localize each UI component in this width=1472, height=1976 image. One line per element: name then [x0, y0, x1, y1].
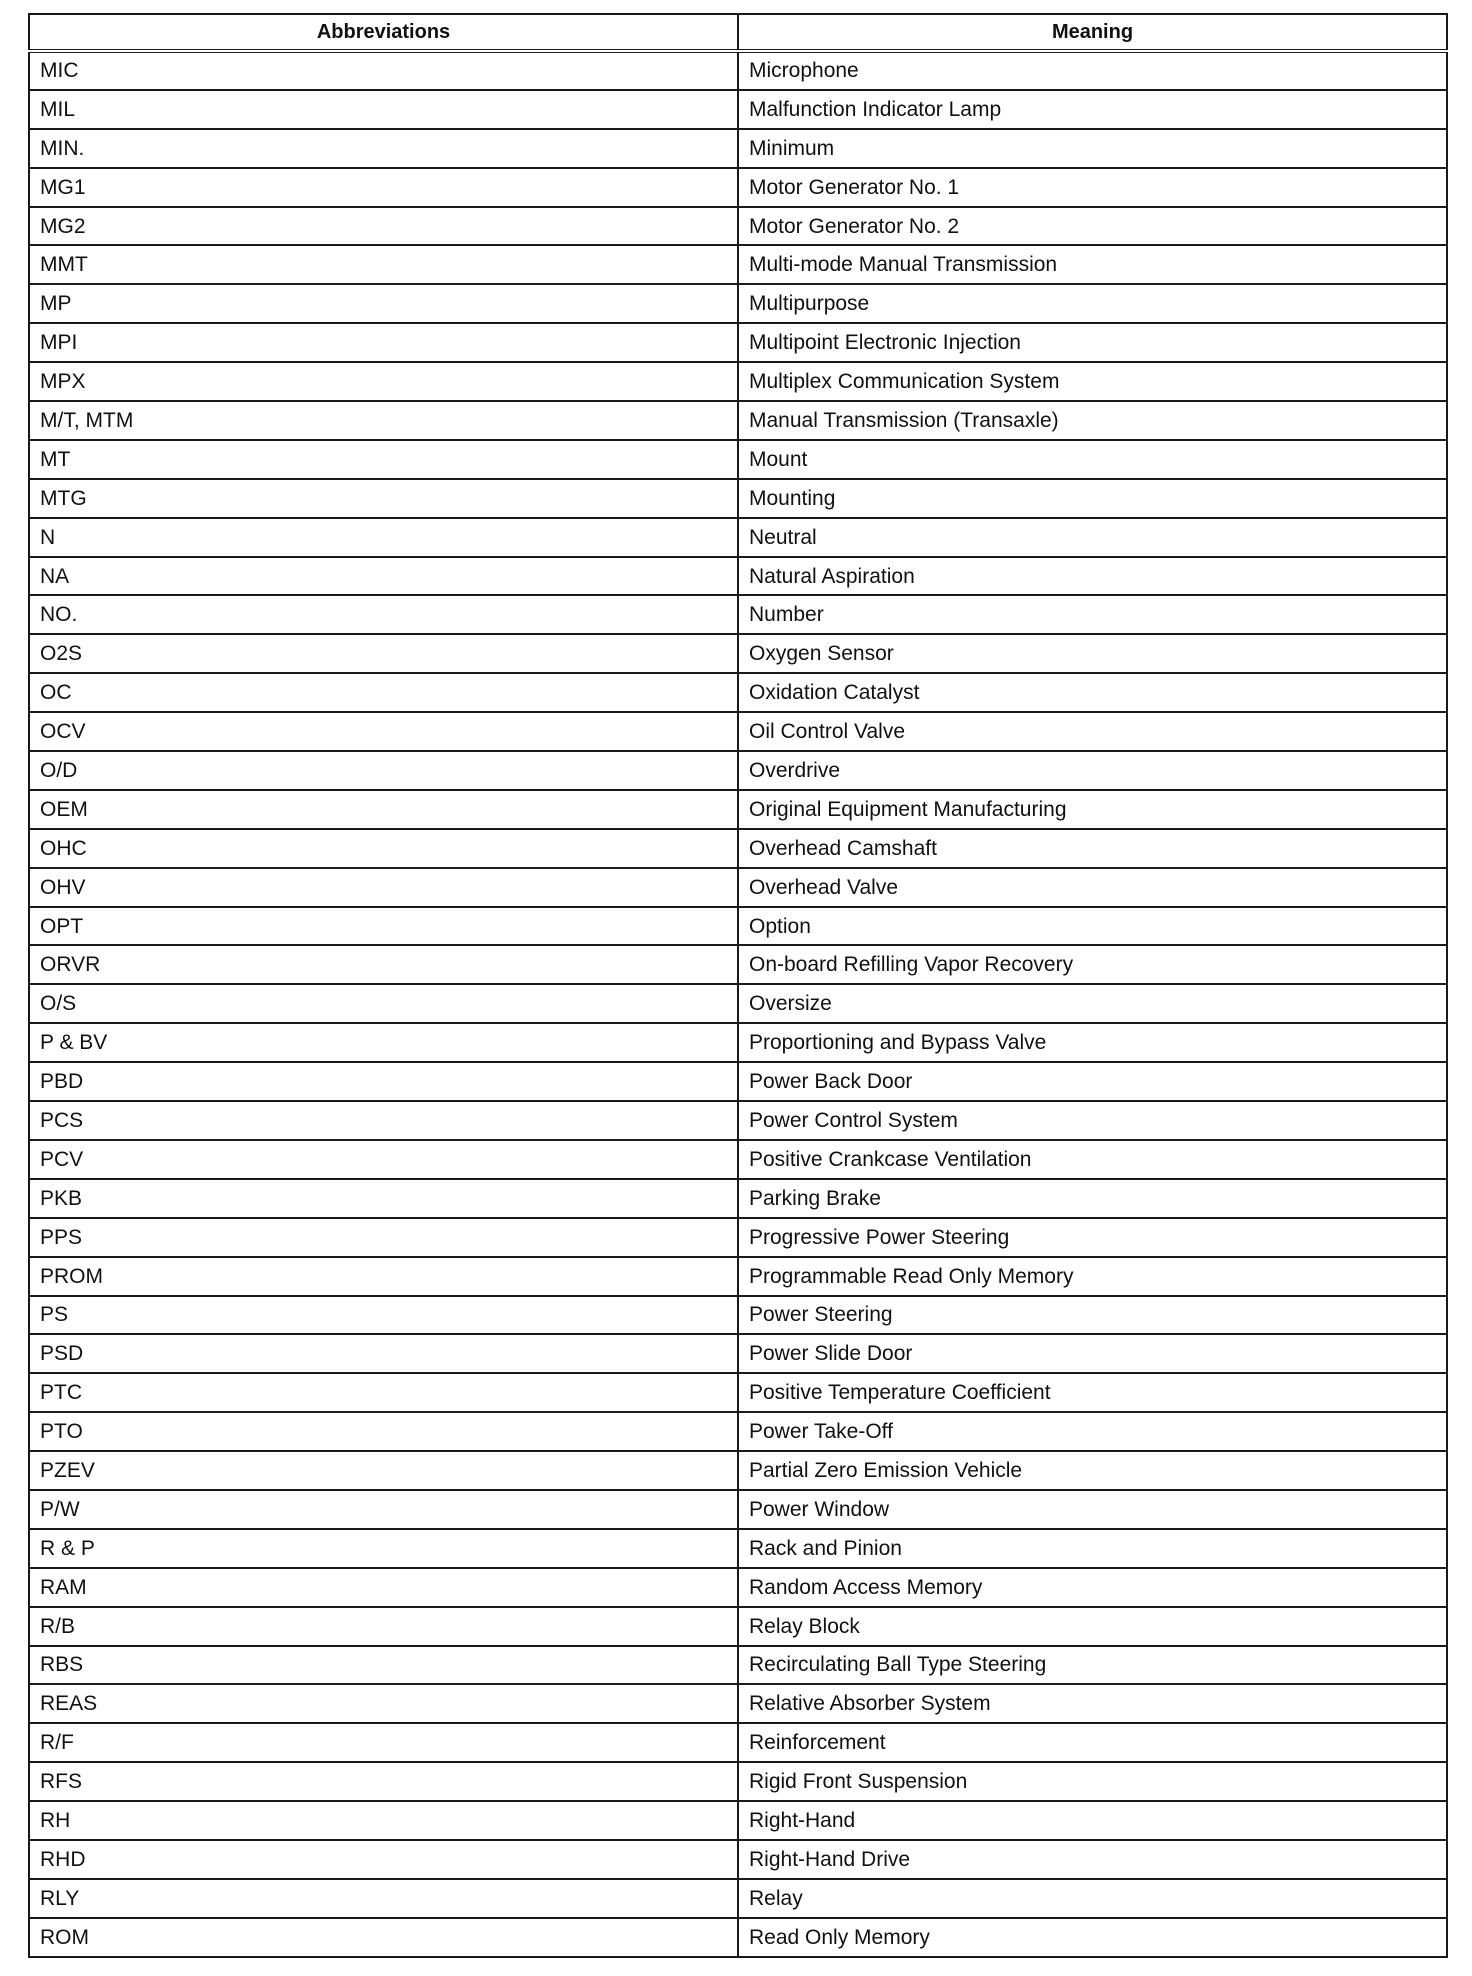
meaning-cell: Multi-mode Manual Transmission — [738, 245, 1447, 284]
table-row — [29, 323, 1447, 362]
table-row — [29, 673, 1447, 712]
meaning-cell: Motor Generator No. 2 — [738, 207, 1447, 246]
abbreviation-cell: MG2 — [29, 207, 738, 246]
abbreviation-cell: PCS — [29, 1101, 738, 1140]
abbreviation-cell: R/B — [29, 1607, 738, 1646]
meaning-cell: Programmable Read Only Memory — [738, 1257, 1447, 1296]
table-row — [29, 1490, 1447, 1529]
table-row — [29, 1101, 1447, 1140]
table-row — [29, 945, 1447, 984]
table-row — [29, 1840, 1447, 1879]
table-header-row — [29, 14, 1447, 51]
table-row — [29, 829, 1447, 868]
meaning-cell: Reinforcement — [738, 1723, 1447, 1762]
meaning-cell: Overdrive — [738, 751, 1447, 790]
table-row — [29, 1529, 1447, 1568]
abbreviation-cell: M/T, MTM — [29, 401, 738, 440]
meaning-cell: Number — [738, 595, 1447, 634]
table-row — [29, 1684, 1447, 1723]
abbreviation-cell: PBD — [29, 1062, 738, 1101]
meaning-cell: Overhead Valve — [738, 868, 1447, 907]
meaning-cell: Option — [738, 907, 1447, 946]
meaning-cell: Read Only Memory — [738, 1918, 1447, 1957]
abbreviation-cell: PTC — [29, 1373, 738, 1412]
meaning-cell: Partial Zero Emission Vehicle — [738, 1451, 1447, 1490]
table-row — [29, 595, 1447, 634]
meaning-cell: Rack and Pinion — [738, 1529, 1447, 1568]
abbreviation-cell: PKB — [29, 1179, 738, 1218]
meaning-cell: Manual Transmission (Transaxle) — [738, 401, 1447, 440]
abbreviation-cell: MT — [29, 440, 738, 479]
table-row — [29, 401, 1447, 440]
abbreviation-cell: R & P — [29, 1529, 738, 1568]
table-body — [29, 51, 1447, 1957]
meaning-cell: Power Window — [738, 1490, 1447, 1529]
meaning-cell: Right-Hand — [738, 1801, 1447, 1840]
table-row — [29, 362, 1447, 401]
column-header-abbreviations: Abbreviations — [29, 14, 738, 51]
meaning-cell: Random Access Memory — [738, 1568, 1447, 1607]
meaning-cell: Positive Temperature Coefficient — [738, 1373, 1447, 1412]
meaning-cell: Oil Control Valve — [738, 712, 1447, 751]
column-header-meaning: Meaning — [738, 14, 1447, 51]
table-row — [29, 129, 1447, 168]
abbreviation-cell: RFS — [29, 1762, 738, 1801]
abbreviation-cell: PCV — [29, 1140, 738, 1179]
meaning-cell: Proportioning and Bypass Valve — [738, 1023, 1447, 1062]
meaning-cell: Original Equipment Manufacturing — [738, 790, 1447, 829]
meaning-cell: Power Control System — [738, 1101, 1447, 1140]
abbreviation-cell: P & BV — [29, 1023, 738, 1062]
meaning-cell: Multipurpose — [738, 284, 1447, 323]
table-row — [29, 1918, 1447, 1957]
table-row — [29, 1762, 1447, 1801]
meaning-cell: Relay — [738, 1879, 1447, 1918]
abbreviation-cell: MPX — [29, 362, 738, 401]
table-row — [29, 1879, 1447, 1918]
abbreviation-cell: RBS — [29, 1646, 738, 1685]
abbreviation-cell: P/W — [29, 1490, 738, 1529]
meaning-cell: Power Steering — [738, 1296, 1447, 1335]
meaning-cell: Power Slide Door — [738, 1334, 1447, 1373]
table-row — [29, 1646, 1447, 1685]
table-row — [29, 907, 1447, 946]
abbreviation-cell: PSD — [29, 1334, 738, 1373]
table-row — [29, 518, 1447, 557]
abbreviation-cell: MMT — [29, 245, 738, 284]
table-row — [29, 557, 1447, 596]
abbreviation-cell: OCV — [29, 712, 738, 751]
table-row — [29, 1296, 1447, 1335]
abbreviation-cell: O2S — [29, 634, 738, 673]
table-row — [29, 984, 1447, 1023]
abbreviation-cell: N — [29, 518, 738, 557]
abbreviation-cell: OHC — [29, 829, 738, 868]
table-row — [29, 1334, 1447, 1373]
table-row — [29, 1023, 1447, 1062]
abbreviation-cell: ORVR — [29, 945, 738, 984]
meaning-cell: Mounting — [738, 479, 1447, 518]
abbreviation-cell: REAS — [29, 1684, 738, 1723]
table-row — [29, 1140, 1447, 1179]
meaning-cell: Microphone — [738, 51, 1447, 90]
table-row — [29, 1801, 1447, 1840]
abbreviation-cell: NO. — [29, 595, 738, 634]
table-row — [29, 1412, 1447, 1451]
table-row — [29, 284, 1447, 323]
meaning-cell: Overhead Camshaft — [738, 829, 1447, 868]
table-row — [29, 245, 1447, 284]
abbreviation-cell: PROM — [29, 1257, 738, 1296]
abbreviation-cell: O/S — [29, 984, 738, 1023]
table-row — [29, 1723, 1447, 1762]
abbreviation-cell: PZEV — [29, 1451, 738, 1490]
table-row — [29, 168, 1447, 207]
abbreviation-cell: MPI — [29, 323, 738, 362]
abbreviation-cell: MIN. — [29, 129, 738, 168]
abbreviation-cell: O/D — [29, 751, 738, 790]
meaning-cell: Mount — [738, 440, 1447, 479]
meaning-cell: Oxidation Catalyst — [738, 673, 1447, 712]
abbreviation-cell: RH — [29, 1801, 738, 1840]
abbreviation-cell: OHV — [29, 868, 738, 907]
meaning-cell: Power Take-Off — [738, 1412, 1447, 1451]
abbreviation-cell: ROM — [29, 1918, 738, 1957]
table-row — [29, 1062, 1447, 1101]
abbreviation-cell: OC — [29, 673, 738, 712]
abbreviation-cell: RLY — [29, 1879, 738, 1918]
table-row — [29, 790, 1447, 829]
table-row — [29, 440, 1447, 479]
abbreviation-cell: MTG — [29, 479, 738, 518]
table-row — [29, 1568, 1447, 1607]
table-row — [29, 207, 1447, 246]
abbreviation-cell: R/F — [29, 1723, 738, 1762]
abbreviation-cell: OPT — [29, 907, 738, 946]
meaning-cell: Minimum — [738, 129, 1447, 168]
meaning-cell: Neutral — [738, 518, 1447, 557]
table-row — [29, 51, 1447, 90]
abbreviation-cell: MG1 — [29, 168, 738, 207]
table-row — [29, 868, 1447, 907]
abbreviation-cell: MIL — [29, 90, 738, 129]
abbreviation-cell: PPS — [29, 1218, 738, 1257]
meaning-cell: On-board Refilling Vapor Recovery — [738, 945, 1447, 984]
table-row — [29, 90, 1447, 129]
table-row — [29, 1373, 1447, 1412]
table-row — [29, 1257, 1447, 1296]
table-row — [29, 634, 1447, 673]
meaning-cell: Malfunction Indicator Lamp — [738, 90, 1447, 129]
table-row — [29, 1451, 1447, 1490]
meaning-cell: Rigid Front Suspension — [738, 1762, 1447, 1801]
table-row — [29, 479, 1447, 518]
abbreviation-cell: OEM — [29, 790, 738, 829]
table-row — [29, 1218, 1447, 1257]
abbreviations-table — [28, 13, 1448, 1958]
abbreviation-cell: RAM — [29, 1568, 738, 1607]
meaning-cell: Multiplex Communication System — [738, 362, 1447, 401]
meaning-cell: Relative Absorber System — [738, 1684, 1447, 1723]
meaning-cell: Oversize — [738, 984, 1447, 1023]
table-row — [29, 1607, 1447, 1646]
abbreviation-cell: MIC — [29, 51, 738, 90]
meaning-cell: Relay Block — [738, 1607, 1447, 1646]
meaning-cell: Natural Aspiration — [738, 557, 1447, 596]
meaning-cell: Oxygen Sensor — [738, 634, 1447, 673]
abbreviation-cell: MP — [29, 284, 738, 323]
table-row — [29, 712, 1447, 751]
meaning-cell: Right-Hand Drive — [738, 1840, 1447, 1879]
abbreviation-cell: PTO — [29, 1412, 738, 1451]
abbreviation-cell: PS — [29, 1296, 738, 1335]
meaning-cell: Multipoint Electronic Injection — [738, 323, 1447, 362]
meaning-cell: Power Back Door — [738, 1062, 1447, 1101]
table-row — [29, 751, 1447, 790]
meaning-cell: Recirculating Ball Type Steering — [738, 1646, 1447, 1685]
meaning-cell: Progressive Power Steering — [738, 1218, 1447, 1257]
meaning-cell: Motor Generator No. 1 — [738, 168, 1447, 207]
abbreviation-cell: NA — [29, 557, 738, 596]
meaning-cell: Positive Crankcase Ventilation — [738, 1140, 1447, 1179]
abbreviation-cell: RHD — [29, 1840, 738, 1879]
table-row — [29, 1179, 1447, 1218]
meaning-cell: Parking Brake — [738, 1179, 1447, 1218]
